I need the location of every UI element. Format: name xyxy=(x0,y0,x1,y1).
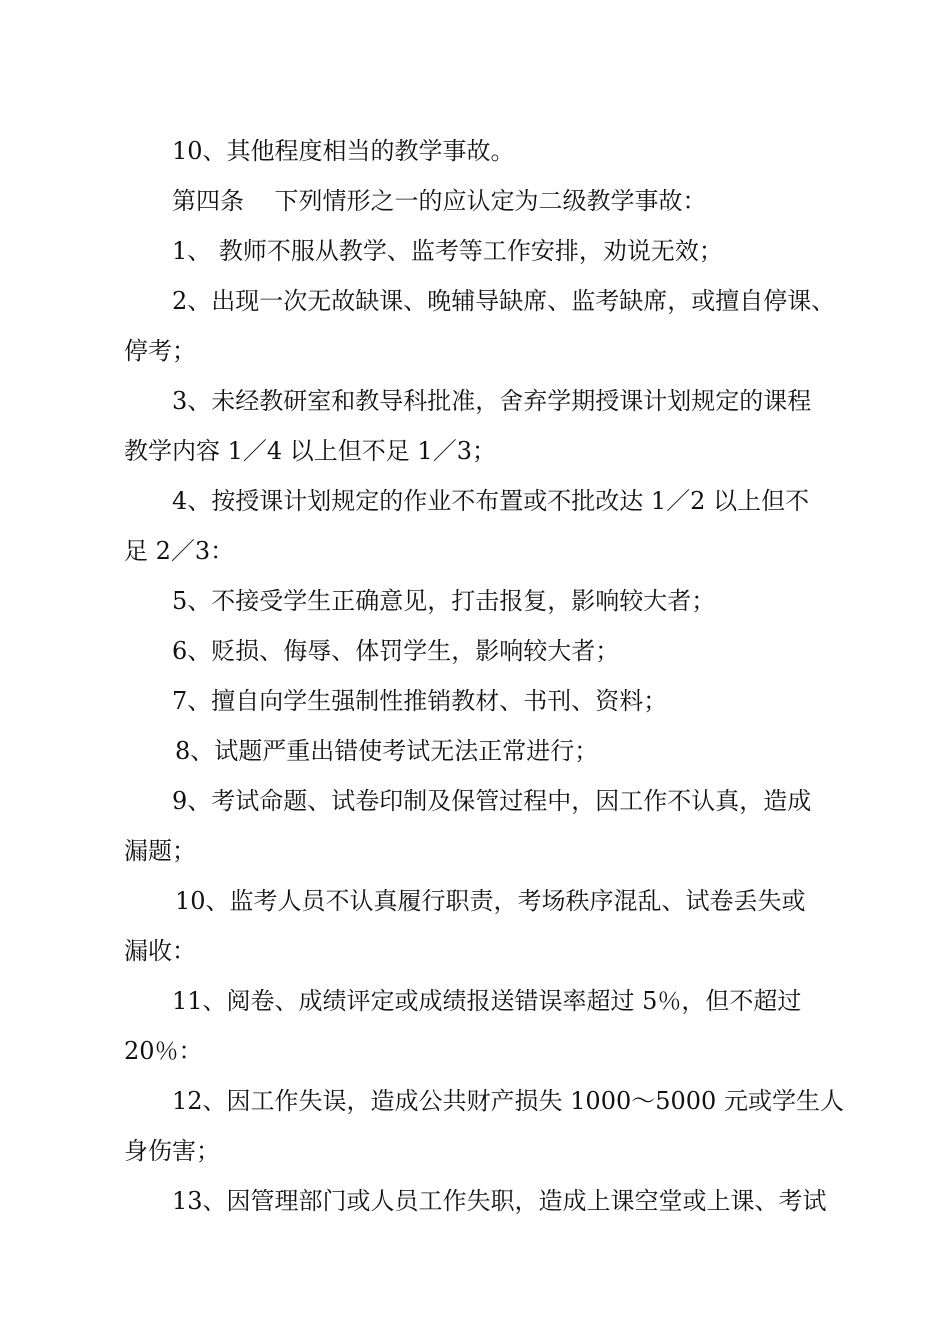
paragraph-item-2-line-1: 2、出现一次无故缺课、晚辅导缺席、监考缺席，或擅自停课、 xyxy=(172,287,836,315)
paragraph-item-9-line-2: 漏题； xyxy=(124,837,196,865)
paragraph-item-4-line-2: 足 2／3： xyxy=(124,537,235,565)
paragraph-item-5: 5、不接受学生正确意见，打击报复，影响较大者； xyxy=(172,587,716,615)
paragraph-item-12-line-1: 12、因工作失误，造成公共财产损失 1000～5000 元或学生人 xyxy=(172,1087,844,1115)
paragraph-item-12-line-2: 身伤害； xyxy=(124,1137,220,1165)
paragraph-item-13-line-1: 13、因管理部门或人员工作失职，造成上课空堂或上课、考试 xyxy=(172,1187,827,1215)
paragraph-item-10-line-2: 漏收： xyxy=(124,937,196,965)
paragraph-item-10-prev: 10、其他程度相当的教学事故。 xyxy=(172,137,515,165)
paragraph-item-10-line-1: 10、监考人员不认真履行职责，考场秩序混乱、试卷丢失或 xyxy=(175,887,806,915)
paragraph-item-1: 1、 教师不服从教学、监考等工作安排，劝说无效； xyxy=(172,237,723,265)
paragraph-item-11-line-1: 11、阅卷、成绩评定或成绩报送错误率超过 5％，但不超过 xyxy=(172,987,802,1015)
paragraph-item-2-line-2: 停考； xyxy=(124,337,196,365)
paragraph-item-6: 6、贬损、侮辱、体罚学生，影响较大者； xyxy=(172,637,620,665)
article-four-heading: 第四条 下列情形之一的应认定为二级教学事故： xyxy=(172,187,707,215)
paragraph-item-3-line-2: 教学内容 1／4 以上但不足 1／3； xyxy=(124,437,496,465)
paragraph-item-11-line-2: 20％： xyxy=(124,1037,203,1065)
paragraph-item-4-line-1: 4、按授课计划规定的作业不布置或不批改达 1／2 以上但不 xyxy=(172,487,810,515)
paragraph-item-3-line-1: 3、未经教研室和教导科批准，舍弃学期授课计划规定的课程 xyxy=(172,387,812,415)
paragraph-item-9-line-1: 9、考试命题、试卷印制及保管过程中，因工作不认真，造成 xyxy=(172,787,812,815)
paragraph-item-7: 7、擅自向学生强制性推销教材、书刊、资料； xyxy=(172,687,668,715)
paragraph-item-8: 8、试题严重出错使考试无法正常进行； xyxy=(175,737,599,765)
